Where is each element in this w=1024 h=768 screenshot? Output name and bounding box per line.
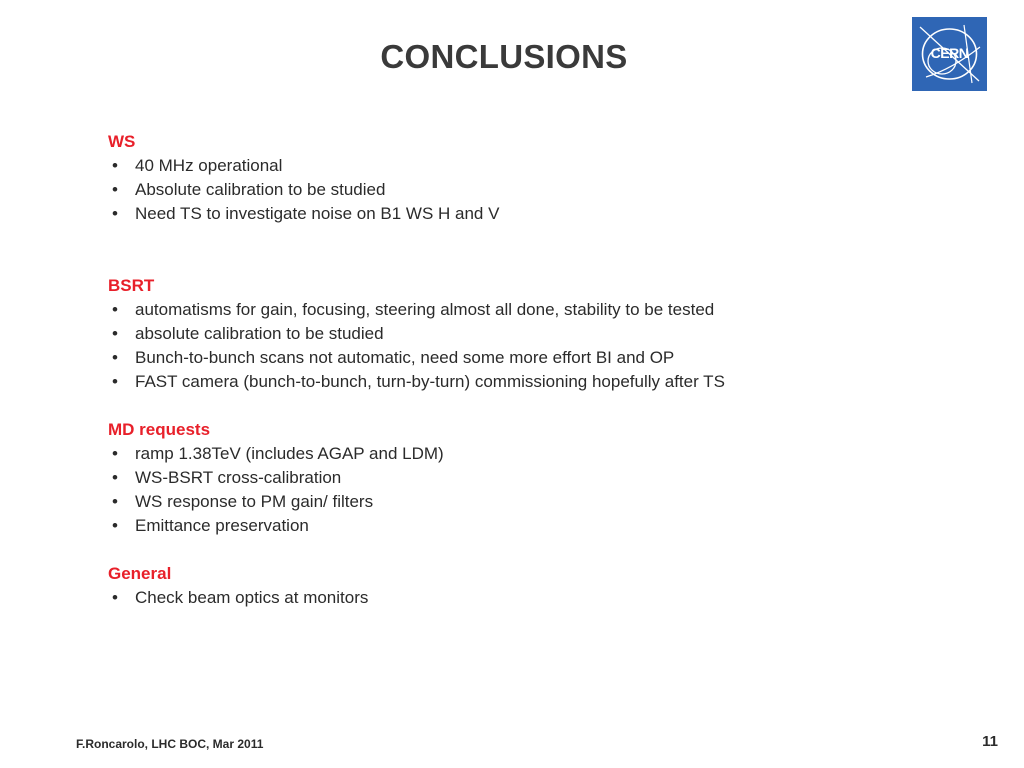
list-item: [108, 202, 868, 226]
bullet-icon: •: [112, 324, 118, 343]
section-heading: General: [108, 564, 172, 583]
logo-text: CERN: [930, 45, 969, 61]
list-item: [108, 586, 868, 610]
list-item-text: 40 MHz operational: [135, 156, 283, 175]
bullet-icon: •: [112, 444, 118, 463]
page-number: 11: [982, 733, 998, 750]
bullet-icon: •: [112, 180, 118, 199]
section-md-requests: [108, 418, 868, 538]
slide-title: CONCLUSIONS: [380, 38, 628, 75]
list-item: [108, 442, 868, 466]
bullet-icon: •: [112, 300, 118, 319]
section-heading: WS: [108, 132, 136, 151]
list-item: [108, 154, 868, 178]
slide-content: [108, 130, 868, 610]
section-heading: MD requests: [108, 420, 211, 439]
list-item-text: Absolute calibration to be studied: [135, 180, 386, 199]
list-item-text: Bunch-to-bunch scans not automatic, need some more effort BI and OP: [135, 348, 675, 367]
list-item-text: automatisms for gain, focusing, steering almost all done, stability to be tested: [135, 300, 715, 319]
list-item: [108, 298, 868, 322]
bullet-icon: •: [112, 588, 118, 607]
list-item-text: ramp 1.38TeV (includes AGAP and LDM): [135, 444, 444, 463]
list-item-text: FAST camera (bunch-to-bunch, turn-by-turn) commissioning hopefully after TS: [135, 372, 725, 391]
spacer: [108, 538, 868, 562]
list-item-text: absolute calibration to be studied: [135, 324, 384, 343]
list-item: [108, 346, 868, 370]
bullet-icon: •: [112, 492, 118, 511]
bullet-icon: •: [112, 516, 118, 535]
list-item-text: Need TS to investigate noise on B1 WS H and V: [135, 204, 500, 223]
bullet-icon: •: [112, 372, 118, 391]
list-item-text: Emittance preservation: [135, 516, 309, 535]
list-item-text: WS response to PM gain/ filters: [135, 492, 374, 511]
list-item: [108, 514, 868, 538]
list-item: [108, 322, 868, 346]
section-general: [108, 562, 868, 610]
section-bsrt: [108, 274, 868, 394]
bullet-icon: •: [112, 468, 118, 487]
section-ws: [108, 130, 868, 226]
bullet-icon: •: [112, 348, 118, 367]
list-item: [108, 466, 868, 490]
bullet-icon: •: [112, 204, 118, 223]
section-heading: BSRT: [108, 276, 155, 295]
cern-logo: [912, 17, 987, 91]
spacer: [108, 394, 868, 418]
list-item-text: Check beam optics at monitors: [135, 588, 369, 607]
list-item: [108, 370, 868, 394]
list-item: [108, 178, 868, 202]
list-item: [108, 490, 868, 514]
spacer: [108, 226, 868, 274]
bullet-icon: •: [112, 156, 118, 175]
footer-author: F.Roncarolo, LHC BOC, Mar 2011: [76, 737, 264, 751]
list-item-text: WS-BSRT cross-calibration: [135, 468, 342, 487]
